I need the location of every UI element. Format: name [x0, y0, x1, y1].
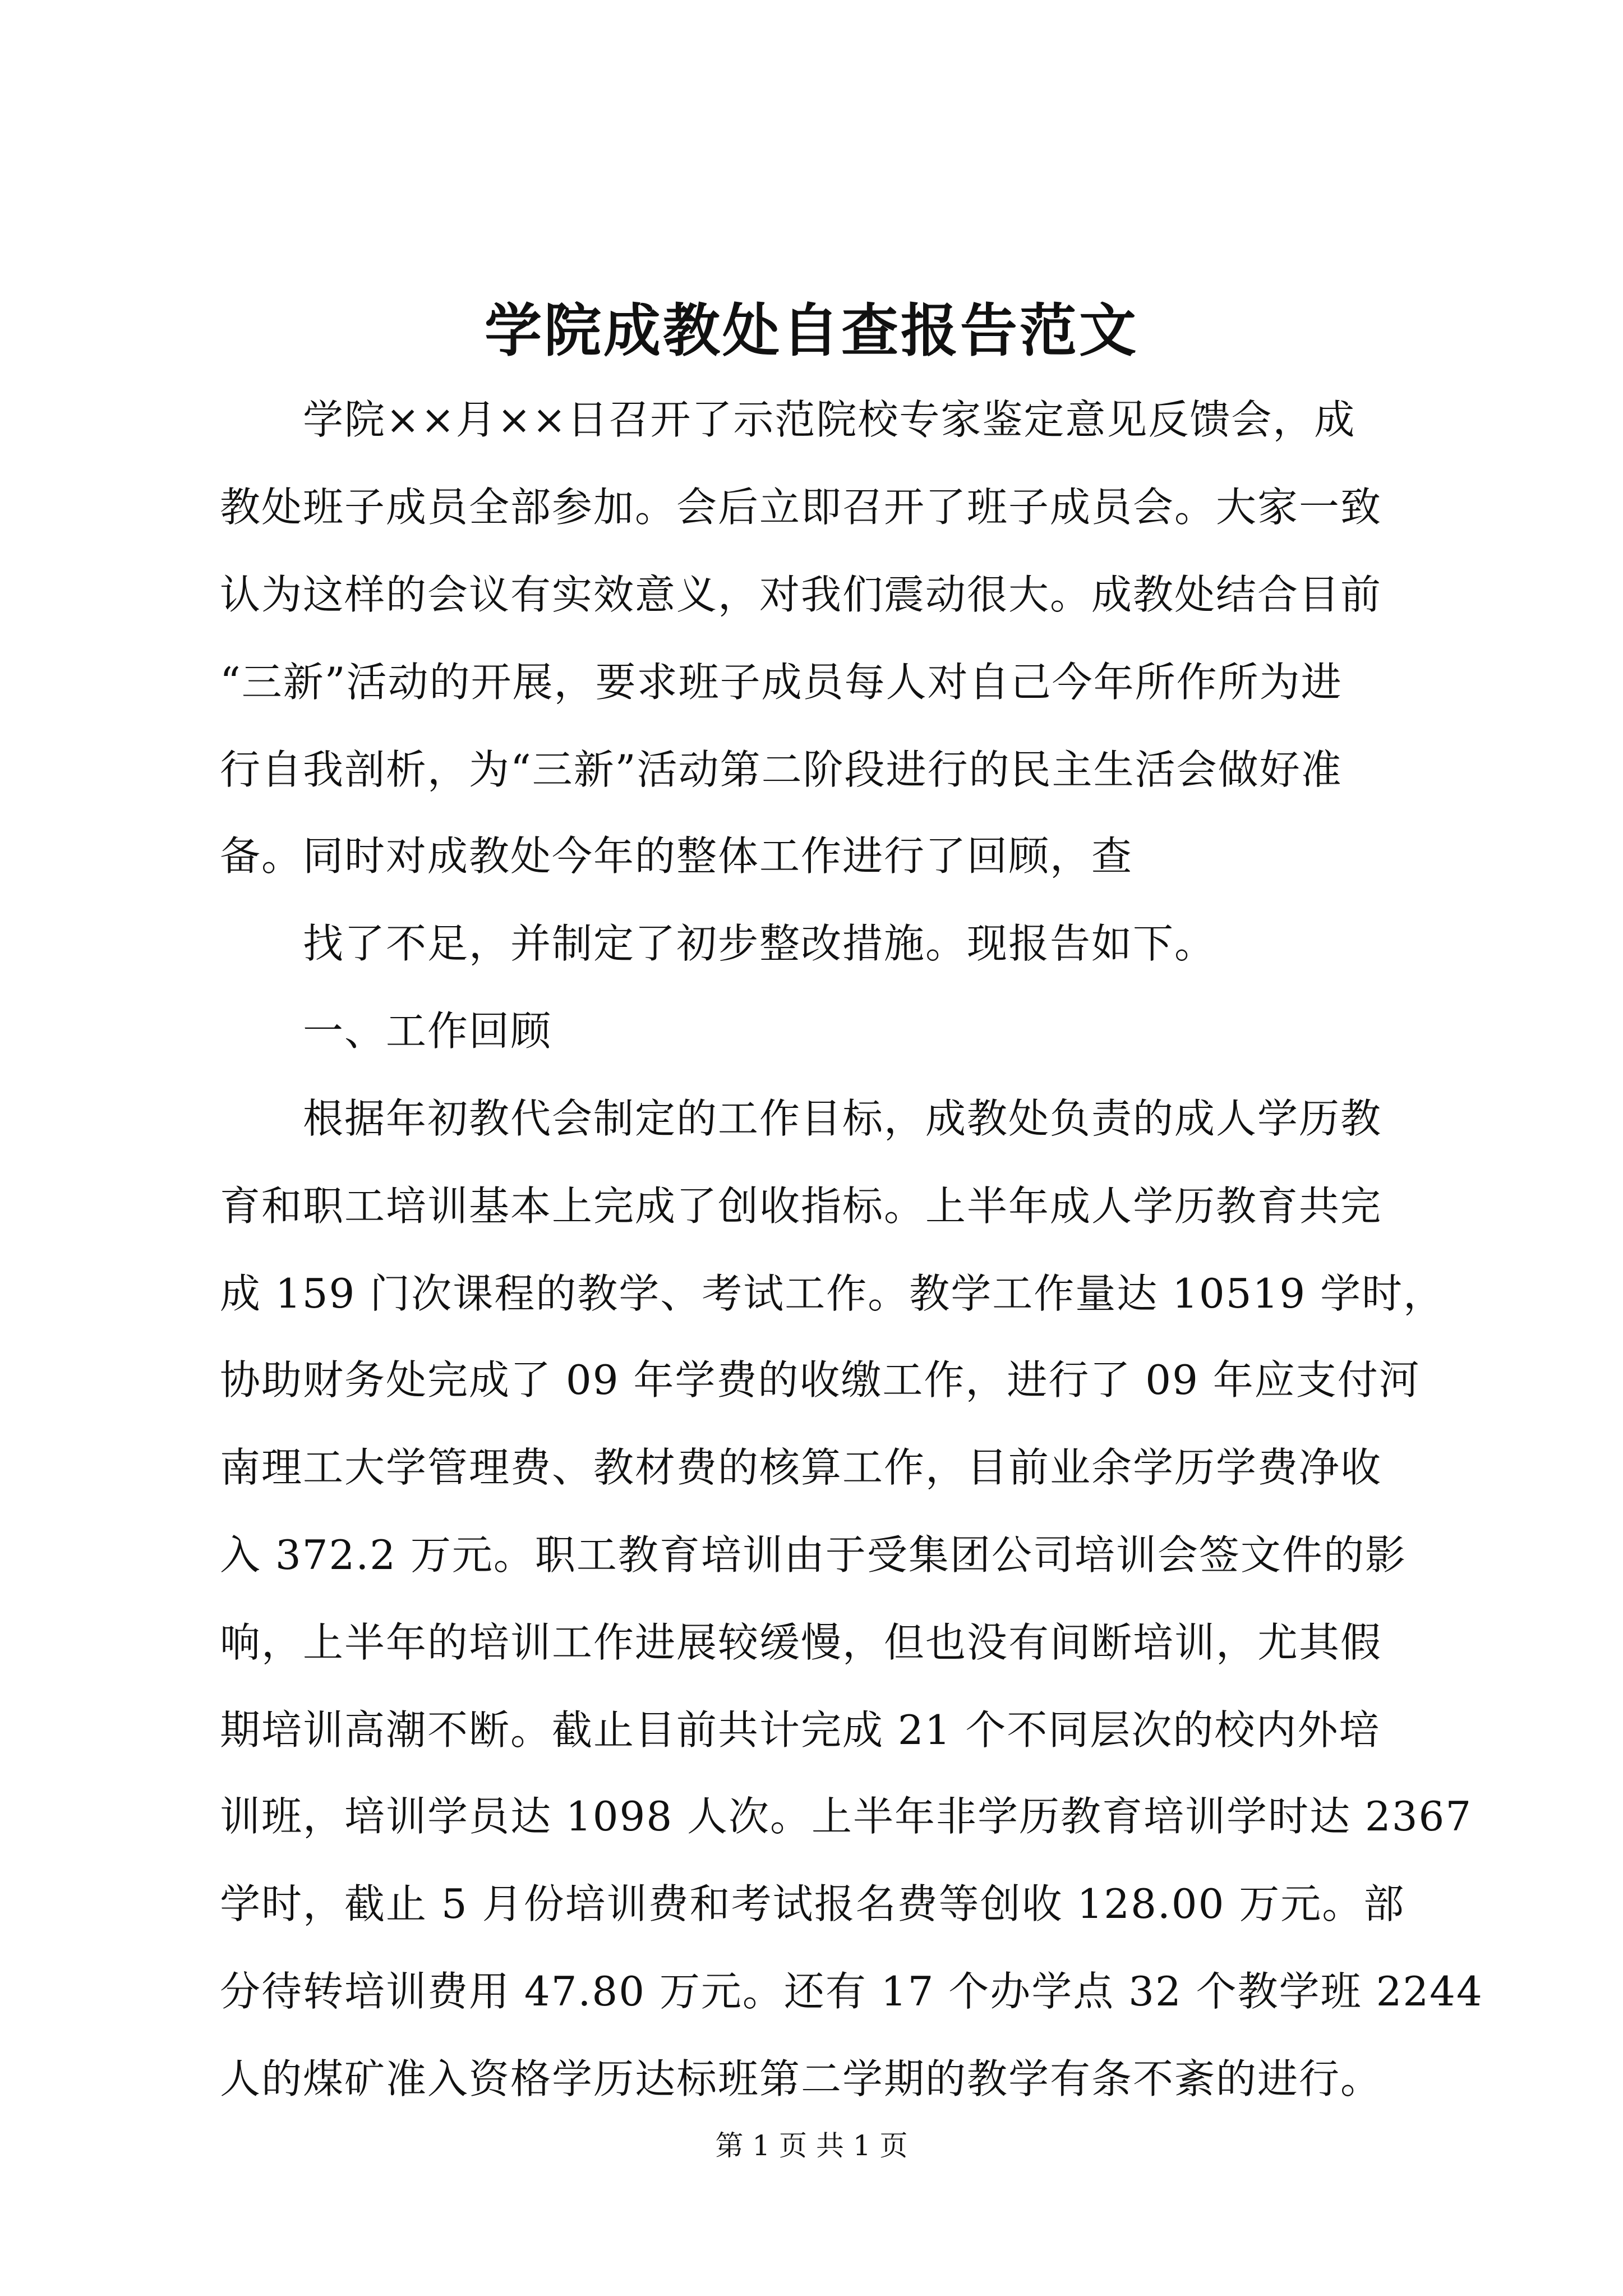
paragraph-1-line-6: 备。同时对成教处今年的整体工作进行了回顾，查 — [220, 832, 1133, 880]
paragraph-3-line-2: 育和职工培训基本上完成了创收指标。上半年成人学历教育共完 — [220, 1182, 1382, 1230]
paragraph-1-line-5: 行自我剖析，为“三新”活动第二阶段进行的民主生活会做好准 — [220, 746, 1343, 793]
paragraph-1-line-1: 学院××月××日召开了示范院校专家鉴定意见反馈会，成 — [303, 396, 1356, 443]
paragraph-2-line-1: 找了不足，并制定了初步整改措施。现报告如下。 — [303, 920, 1216, 967]
paragraph-3-line-10: 学时，截止 5 月份培训费和考试报名费等创收 128.00 万元。部 — [220, 1880, 1405, 1927]
paragraph-3-line-12: 人的煤矿准入资格学历达标班第二学期的教学有条不紊的进行。 — [220, 2055, 1382, 2102]
page-footer: 第 1 页 共 1 页 — [715, 2129, 908, 2162]
paragraph-1-line-3: 认为这样的会议有实效意义，对我们震动很大。成教处结合目前 — [220, 571, 1382, 618]
paragraph-3-line-1: 根据年初教代会制定的工作目标，成教处负责的成人学历教 — [303, 1095, 1382, 1142]
paragraph-3-line-8: 期培训高潮不断。截止目前共计完成 21 个不同层次的校内外培 — [220, 1706, 1381, 1754]
document-title: 学院成教处自查报告范文 — [485, 297, 1138, 365]
paragraph-3-line-7: 响，上半年的培训工作进展较缓慢，但也没有间断培训，尤其假 — [220, 1619, 1382, 1666]
paragraph-3-line-11: 分待转培训费用 47.80 万元。还有 17 个办学点 32 个教学班 2244 — [220, 1968, 1483, 2015]
paragraph-3-line-3: 成 159 门次课程的教学、考试工作。教学工作量达 10519 学时， — [220, 1270, 1445, 1317]
paragraph-3-line-6: 入 372.2 万元。职工教育培训由于受集团公司培训会签文件的影 — [220, 1531, 1407, 1579]
paragraph-3-line-4: 协助财务处完成了 09 年学费的收缴工作，进行了 09 年应支付河 — [220, 1356, 1421, 1404]
section-heading: 一、工作回顾 — [303, 1007, 552, 1055]
paragraph-1-line-4: “三新”活动的开展，要求班子成员每人对自己今年所作所为进 — [220, 659, 1343, 706]
paragraph-3-line-9: 训班，培训学员达 1098 人次。上半年非学历教育培训学时达 2367 — [220, 1793, 1473, 1840]
paragraph-1-line-2: 教处班子成员全部参加。会后立即召开了班子成员会。大家一致 — [220, 484, 1382, 531]
paragraph-3-line-5: 南理工大学管理费、教材费的核算工作，目前业余学历学费净收 — [220, 1444, 1382, 1491]
